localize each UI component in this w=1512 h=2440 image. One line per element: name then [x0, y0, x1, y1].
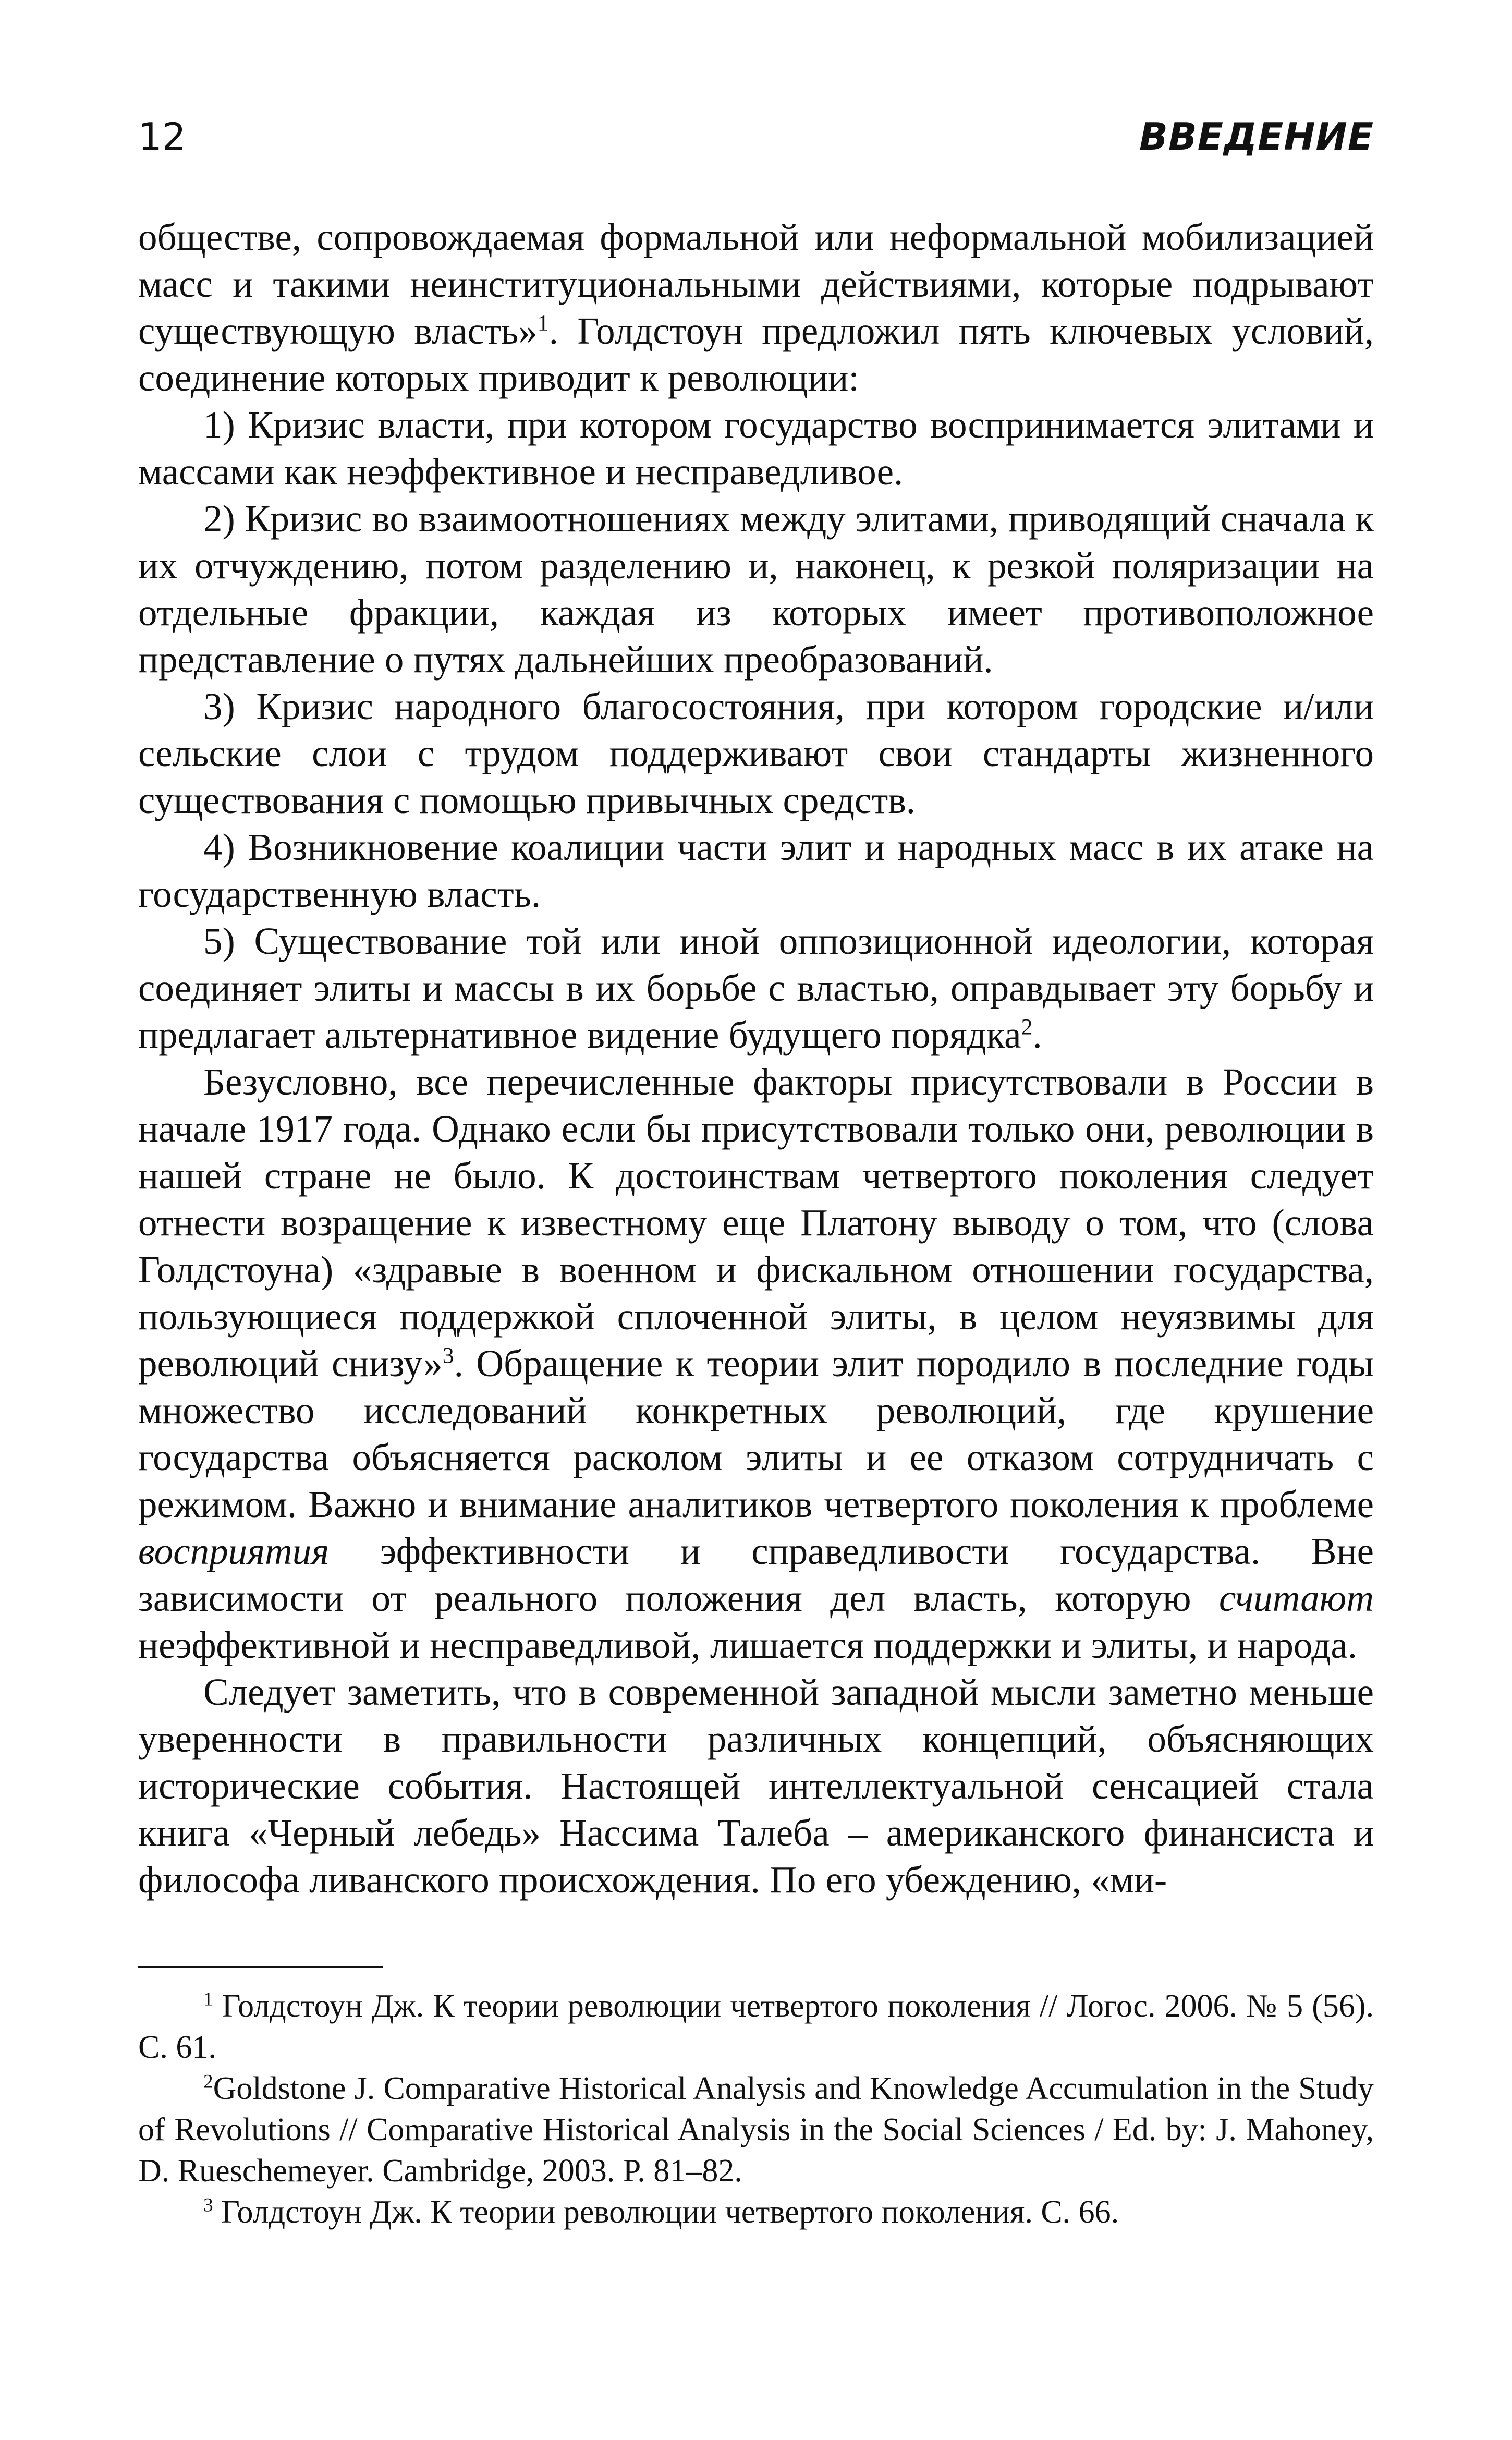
page-number: 12	[138, 115, 186, 159]
footnote-ref-1: 1	[537, 310, 549, 336]
emphasis: считают	[1218, 1577, 1374, 1619]
footnote-number: 2	[203, 2071, 213, 2093]
text-run: неэффективной и несправедливой, лишается поддержки и элиты, и народа.	[138, 1624, 1358, 1666]
paragraph-continued	[138, 214, 1374, 402]
condition-item-2: 2) Кризис во взаимоотношениях между элитами, приводящий сначала к их отчуждению, потом разделению и, наконец, к резкой поляризации на отдельные фракции, каждая из которых имеет противоположное представление о путях дальнейших преобразований.	[138, 497, 1374, 681]
running-head	[138, 104, 1374, 167]
paragraph	[138, 1059, 1374, 1669]
footnote-2	[138, 2068, 1374, 2192]
emphasis: восприятия	[138, 1530, 330, 1572]
condition-item-5	[138, 918, 1374, 1059]
text-run: .	[1032, 1014, 1042, 1056]
footnote-ref-2: 2	[1021, 1014, 1033, 1040]
text-run: эффективности и справедливости государства. Вне зависимости от реального положения дел власть, которую	[138, 1530, 1374, 1619]
text-run: Безусловно, все перечисленные факторы присутствовали в России в начале 1917 года. Однако если бы присутствовали только они, революции в нашей стране не было. К достоинствам четвертого поколения следует отнести возращение к известному еще Платону выводу о том, что (слова Голдстоуна) «здравые в военном и фискальном отношении государства, пользующиеся поддержкой сплоченной элиты, в целом неуязвимы для революций снизу»	[138, 1061, 1374, 1385]
footnote-number: 3	[203, 2194, 213, 2216]
footnote-divider	[138, 1966, 383, 1968]
footnote-1	[138, 1986, 1374, 2068]
text-run: 5) Существование той или иной оппозиционной идеологии, которая соединяет элиты и массы в их борьбе с властью, оправдывает эту борьбу и предлагает альтернативное видение будущего порядка	[138, 920, 1374, 1056]
condition-item-3: 3) Кризис народного благосостояния, при котором городские и/или сельские слои с трудом поддерживают свои стандарты жизненного существования с помощью привычных средств.	[138, 685, 1374, 821]
footnote-text: Goldstone J. Comparative Historical Analysis and Knowledge Accumulation in the Study of Revolutions // Comparative Historical Analysis in the Social Sciences / Ed. by: J. Mahoney, D. Rueschemeyer. Cambridge, 2003. P. 81–82.	[138, 2071, 1374, 2189]
footnote-ref-3: 3	[442, 1343, 454, 1368]
footnote-text: Голдстоун Дж. К теории революции четвертого поколения. С. 66.	[213, 2194, 1119, 2230]
body-text	[138, 214, 1374, 1903]
footnote-text: Голдстоун Дж. К теории революции четвертого поколения // Логос. 2006. № 5 (56). С. 61.	[138, 1988, 1374, 2065]
chapter-title: ВВЕДЕНИЕ	[1139, 115, 1374, 159]
condition-item-4: 4) Возникновение коалиции части элит и народных масс в их атаке на государственную власть.	[138, 826, 1374, 915]
text-run: . Голдстоун предложил пять ключевых условий, соединение которых приводит к революции:	[138, 310, 1374, 399]
footnote-3	[138, 2192, 1374, 2233]
footnotes	[138, 1986, 1374, 2233]
text-run: обществе, сопровождаемая формальной или неформальной мобилизацией масс и такими неинституциональными действиями, которые подрывают существующую власть»	[138, 216, 1374, 352]
text-run: . Обращение к теории элит породило в последние годы множество исследований конкретных революций, где крушение государства объясняется расколом элиты и ее отказом сотрудничать с режимом. Важно и внимание аналитиков четвертого поколения к проблеме	[138, 1342, 1374, 1525]
condition-item-1: 1) Кризис власти, при котором государство воспринимается элитами и массами как неэффективное и несправедливое.	[138, 404, 1374, 493]
book-page	[138, 104, 1374, 2233]
footnote-number: 1	[203, 1988, 213, 2010]
paragraph: Следует заметить, что в современной западной мысли заметно меньше уверенности в правильности различных концепций, объясняющих исторические события. Настоящей интеллектуальной сенсацией стала книга «Черный лебедь» Нассима Талеба – американского финансиста и философа ливанского происхождения. По его убеждению, «ми-	[138, 1671, 1374, 1901]
